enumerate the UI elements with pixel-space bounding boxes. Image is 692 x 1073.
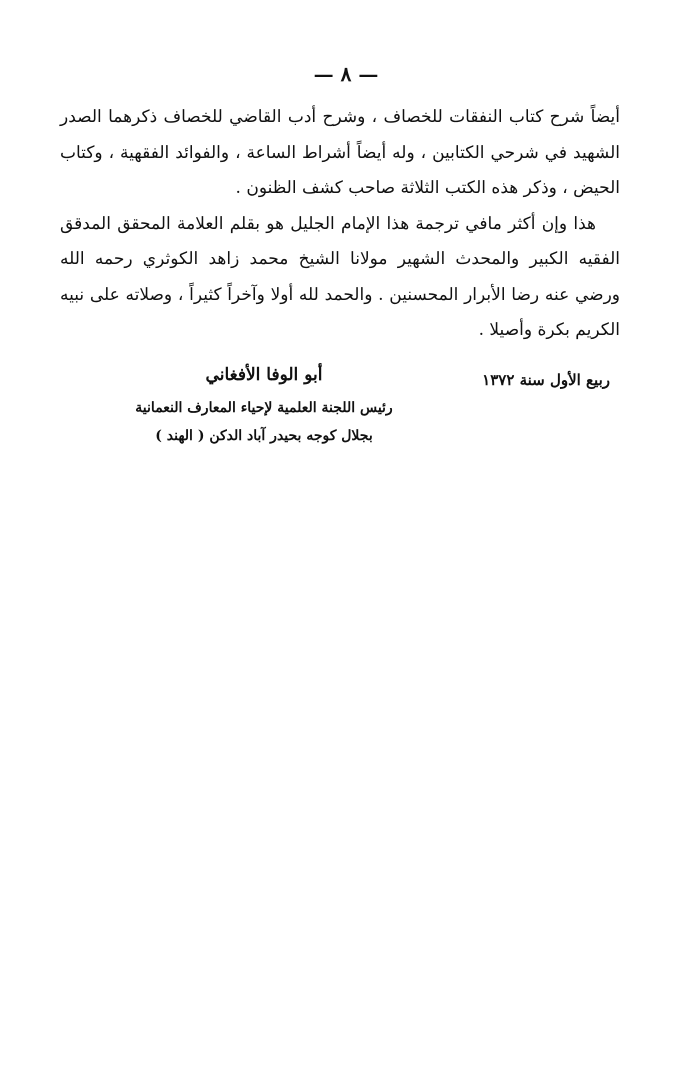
body-text <box>60 100 620 349</box>
paragraph-2: هذا وإن أكثر مافي ترجمة هذا الإمام الجليل هو بقلم العلامة المحقق المدقق الفقيه الكبير والمحدث الشهير مولانا الشيخ محمد زاهد الكوثري رحمه الله ورضي عنه رضا الأبرار المحسنين . والحمد لله أولا وآخراً كثيراً ، وصلاته على نبيه الكريم بكرة وأصيلا . <box>60 213 620 340</box>
signature-block <box>114 360 414 450</box>
signature-name: أبو الوفا الأفغاني <box>205 365 323 385</box>
date-line: ربيع الأول سنة ١٣٧٢ <box>482 371 610 389</box>
signature-place: بجلال كوجه بحيدر آباد الدكن ( الهند ) <box>155 428 373 444</box>
page-number: — ٨ — <box>313 62 379 86</box>
signature-role: رئيس اللجنة العلمية لإحياء المعارف النعمانية <box>135 400 393 416</box>
paragraph-1: أيضاً شرح كتاب النفقات للخصاف ، وشرح أدب القاضي للخصاف ذكرهما الصدر الشهيد في شرحي الكتابين ، وله أيضاً أشراط الساعة ، والفوائد الفقهية ، وكتاب الحيض ، وذكر هذه الكتب الثلاثة صاحب كشف الظنون . <box>60 107 620 198</box>
